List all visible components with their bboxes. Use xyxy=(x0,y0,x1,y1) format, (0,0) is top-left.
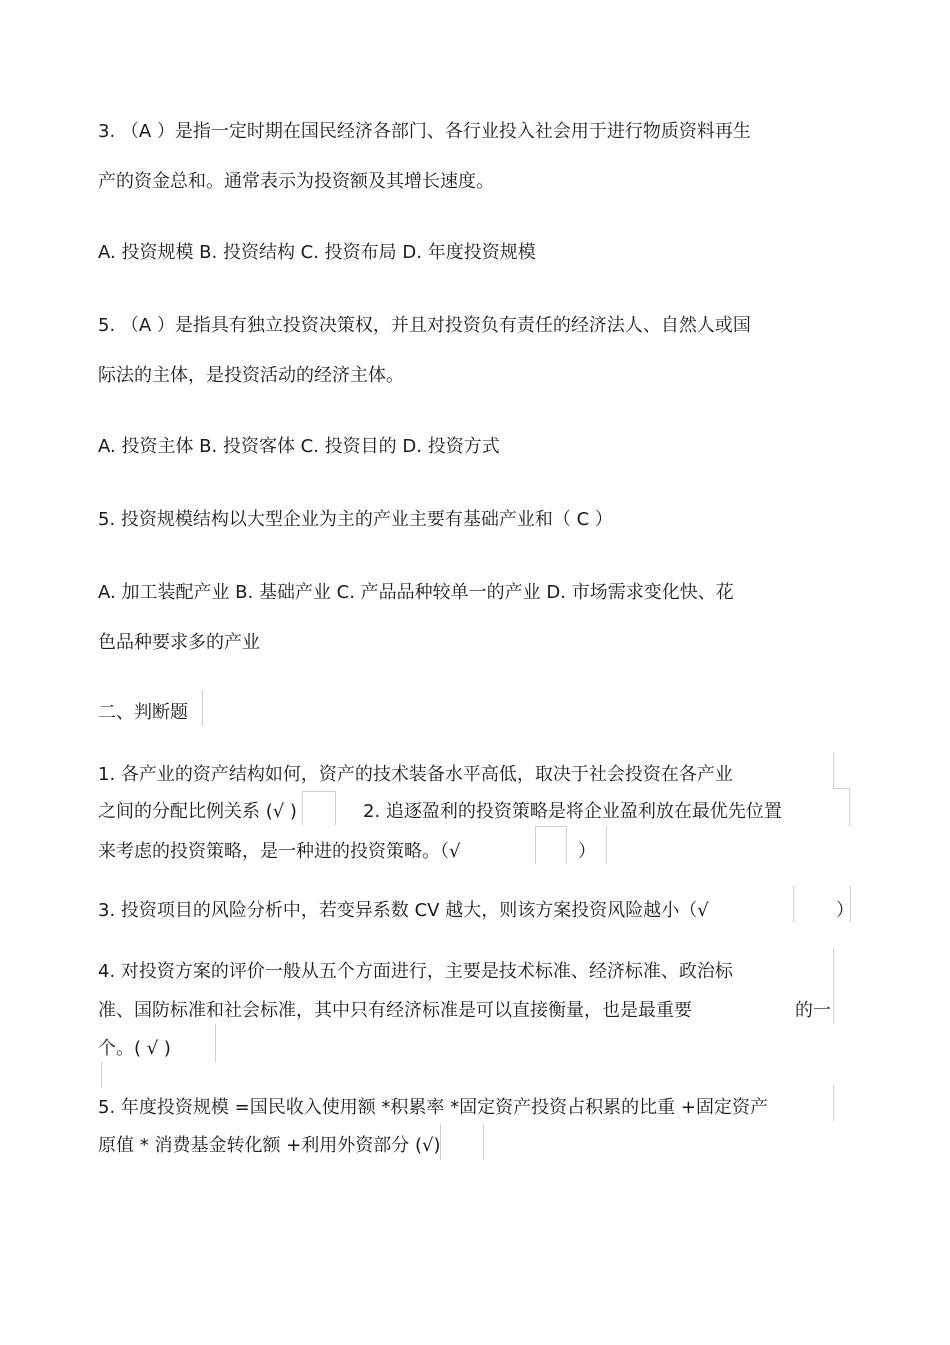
table-border xyxy=(566,826,567,864)
q3-line-1: 3. （A ）是指一定时期在国民经济各部门、各行业投入社会用于进行物质资料再生 xyxy=(98,121,751,142)
q5a-options: A. 投资主体 B. 投资客体 C. 投资目的 D. 投资方式 xyxy=(98,436,500,457)
judge-1-line-1: 1. 各产业的资产结构如何，资产的技术装备水平高低，取决于社会投资在各产业 xyxy=(98,764,733,785)
q5b-options-2: 色品种要求多的产业 xyxy=(98,632,260,653)
q5b-line-1: 5. 投资规模结构以大型企业为主的产业主要有基础产业和（ C ） xyxy=(98,509,613,530)
table-border xyxy=(833,788,849,789)
q5b-options-1: A. 加工装配产业 B. 基础产业 C. 产品品种较单一的产业 D. 市场需求变化快、花 xyxy=(98,582,734,603)
judge-4-line-2: 准、国防标准和社会标准，其中只有经济标准是可以直接衡量，也是最重要 xyxy=(98,1000,692,1021)
table-border xyxy=(302,791,303,825)
q3-options: A. 投资规模 B. 投资结构 C. 投资布局 D. 年度投资规模 xyxy=(98,242,536,263)
table-border xyxy=(793,886,794,922)
table-border xyxy=(302,791,335,792)
q3-line-2: 产的资金总和。通常表示为投资额及其增长速度。 xyxy=(98,171,494,192)
judge-2-line-2: 来考虑的投资策略，是一种进的投资策略。（√ xyxy=(98,841,461,862)
judge-5-line-1: 5. 年度投资规模 =国民收入使用额 *积累率 *固定资产投资占积累的比重 +固定资产 xyxy=(98,1097,768,1118)
table-border xyxy=(833,1085,834,1121)
judge-4-line-1: 4. 对投资方案的评价一般从五个方面进行，主要是技术标准、经济标准、政治标 xyxy=(98,961,733,982)
table-border xyxy=(606,826,607,864)
judge-3-line-end: ） xyxy=(836,900,854,921)
table-border xyxy=(833,752,834,788)
judge-1-line-2: 之间的分配比例关系 (√ ) xyxy=(98,801,297,822)
table-border xyxy=(440,1124,441,1160)
judge-2-line-1: 2. 追逐盈利的投资策略是将企业盈利放在最优先位置 xyxy=(363,801,782,822)
judge-3-line: 3. 投资项目的风险分析中，若变异系数 CV 越大，则该方案投资风险越小（√ xyxy=(98,900,709,921)
table-border xyxy=(833,948,834,1024)
table-border xyxy=(202,690,203,726)
q5a-line-2: 际法的主体，是投资活动的经济主体。 xyxy=(98,365,404,386)
judge-5-line-2: 原值 * 消费基金转化额 +利用外资部分 (√) xyxy=(98,1135,441,1156)
table-border xyxy=(850,886,851,922)
judge-4-line-3: 个。( √ ) xyxy=(98,1038,171,1059)
judge-2-line-2-end: ） xyxy=(578,841,596,862)
table-border xyxy=(535,826,536,864)
table-border xyxy=(101,1062,102,1088)
table-border xyxy=(535,826,566,827)
q5a-line-1: 5. （A ）是指具有独立投资决策权，并且对投资负有责任的经济法人、自然人或国 xyxy=(98,315,751,336)
section-title: 二、判断题 xyxy=(98,702,188,723)
table-border xyxy=(215,1024,216,1062)
table-border xyxy=(335,791,336,825)
judge-4-line-2-end: 的一 xyxy=(795,1000,831,1021)
table-border xyxy=(849,788,850,826)
table-border xyxy=(483,1124,484,1160)
